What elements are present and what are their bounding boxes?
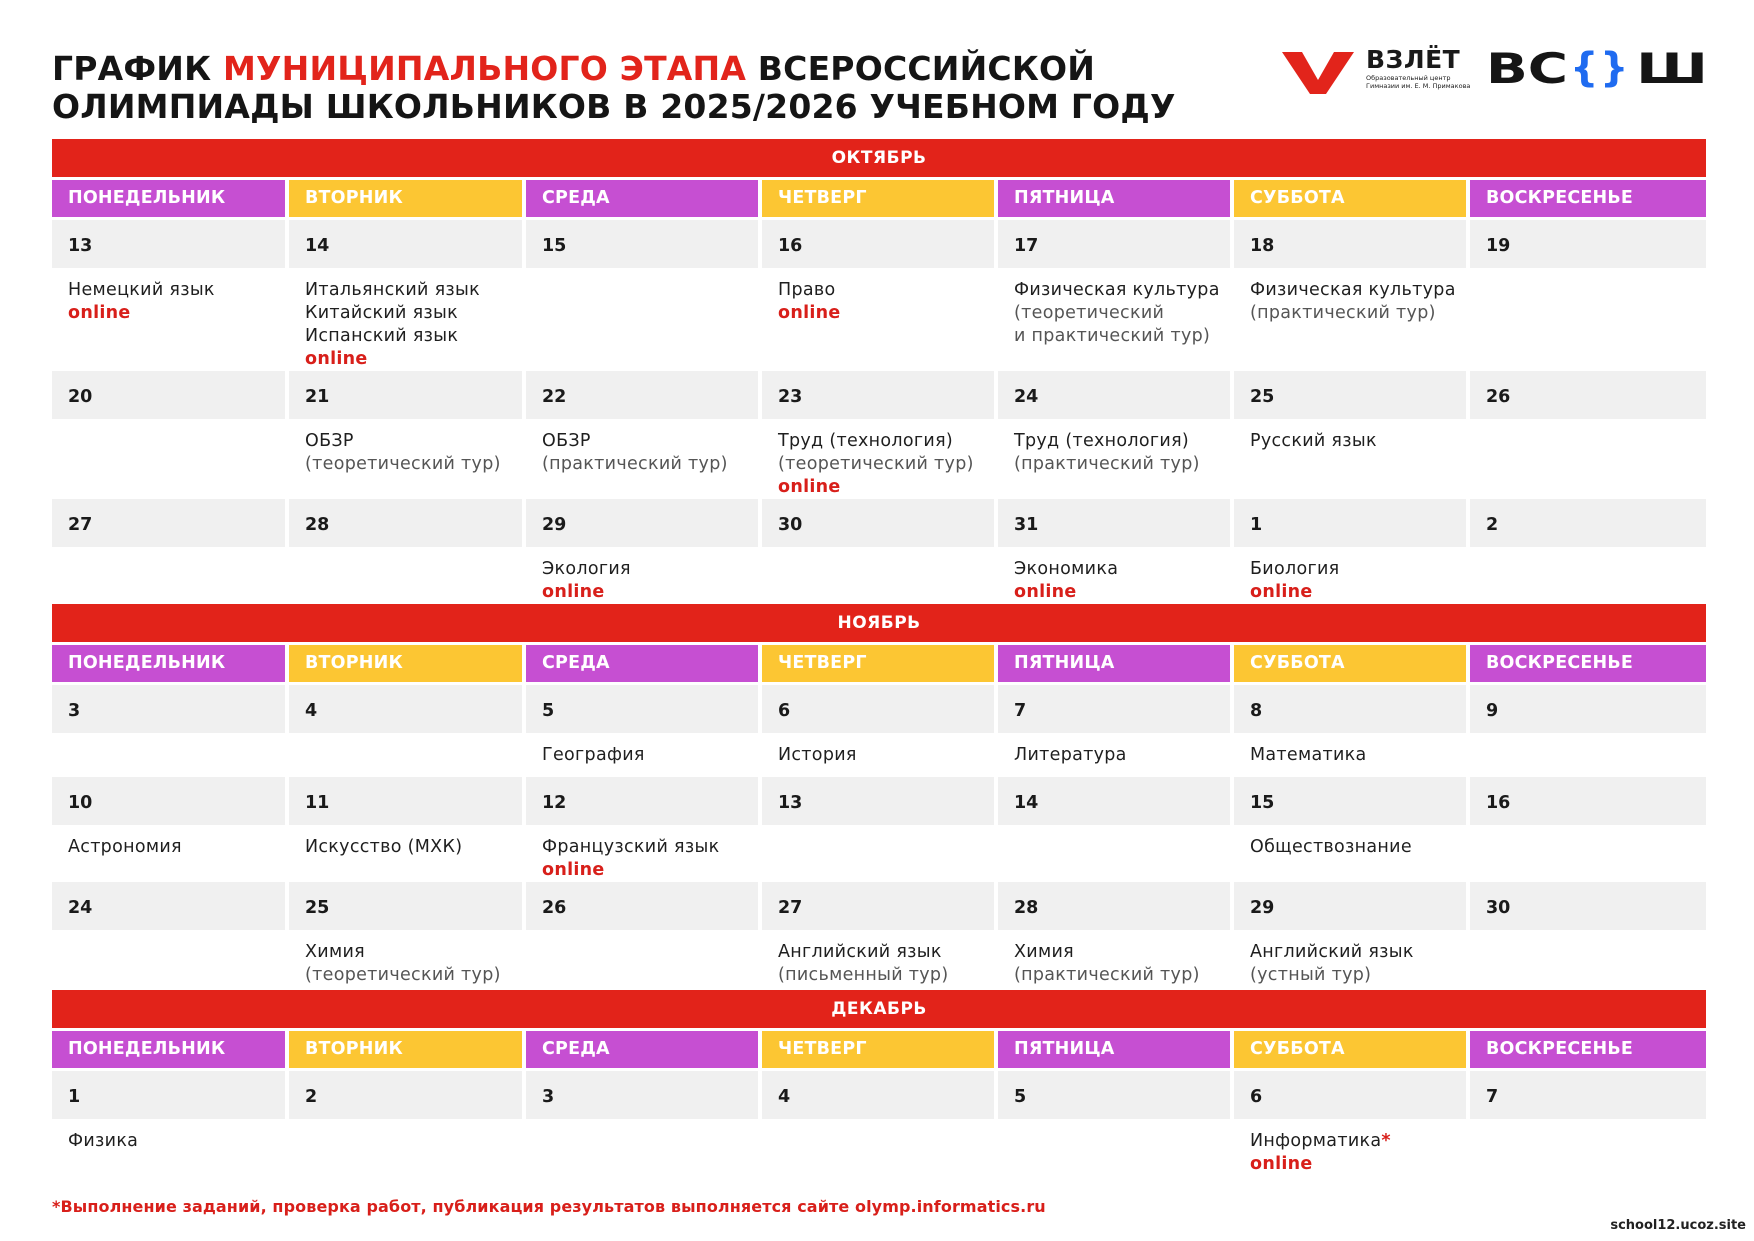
subject-name <box>1250 836 1466 859</box>
round-note: (теоретический тур) <box>305 454 501 474</box>
subject-text: История <box>778 745 857 765</box>
subject-name <box>1014 558 1230 581</box>
event-cell <box>52 1119 289 1176</box>
month-title: ДЕКАБРЬ <box>52 990 1706 1031</box>
subject-name <box>1250 430 1466 453</box>
subject-name <box>1250 279 1466 302</box>
title-part-4: ОЛИМПИАДЫ ШКОЛЬНИКОВ В 2025/2026 УЧЕБНОМ ГОДУ <box>52 87 1176 126</box>
online-badge: online <box>1250 1154 1313 1174</box>
event-cell <box>52 547 289 604</box>
subject-text: Физика <box>68 1131 139 1151</box>
vsosh-brace-left: { <box>1570 45 1599 89</box>
date-cell: 31 <box>998 499 1234 547</box>
subject-text: Экономика <box>1014 559 1119 579</box>
weekday-header: ПЯТНИЦА <box>998 645 1234 685</box>
event-row <box>52 930 1706 990</box>
event-cell <box>762 733 998 777</box>
event-cell <box>526 268 762 371</box>
month-title: ОКТЯБРЬ <box>52 139 1706 180</box>
subject-text: Английский язык <box>778 942 942 962</box>
date-cell: 14 <box>289 220 526 268</box>
subject-text: Итальянский язык <box>305 280 480 300</box>
date-cell: 24 <box>52 882 289 930</box>
date-cell: 18 <box>1234 220 1470 268</box>
month-row <box>52 990 1706 1031</box>
round-note: (практический тур) <box>1250 303 1436 323</box>
date-cell: 30 <box>762 499 998 547</box>
subject-text: Искусство (МХК) <box>305 837 463 857</box>
subject-name <box>1250 1130 1466 1153</box>
event-cell <box>1470 419 1706 499</box>
date-cell: 10 <box>52 777 289 825</box>
vsosh-left: ВС <box>1486 45 1568 89</box>
subject-text: Физическая культура <box>1014 280 1220 300</box>
event-cell <box>289 733 526 777</box>
subject-name <box>778 744 994 767</box>
event-row <box>52 419 1706 499</box>
event-cell <box>1234 733 1470 777</box>
subject-name <box>542 836 758 859</box>
subject-name <box>778 279 994 302</box>
event-row <box>52 547 1706 604</box>
weekday-header: СРЕДА <box>526 1031 762 1071</box>
subject-text: Английский язык <box>1250 942 1414 962</box>
round-note: (теоретический <box>1014 303 1165 323</box>
date-cell: 26 <box>526 882 762 930</box>
date-cell: 6 <box>1234 1071 1470 1119</box>
date-cell: 25 <box>1234 371 1470 419</box>
event-cell <box>289 547 526 604</box>
weekday-header: ПЯТНИЦА <box>998 1031 1234 1071</box>
date-cell: 15 <box>1234 777 1470 825</box>
round-note: (устный тур) <box>1250 965 1372 985</box>
date-cell: 26 <box>1470 371 1706 419</box>
event-row <box>52 1119 1706 1176</box>
month-row <box>52 139 1706 180</box>
event-cell <box>526 930 762 990</box>
weekday-header: СРЕДА <box>526 180 762 220</box>
online-badge: online <box>68 303 131 323</box>
event-cell <box>762 268 998 371</box>
weekday-header: ЧЕТВЕРГ <box>762 1031 998 1071</box>
subject-text: Право <box>778 280 836 300</box>
date-cell: 4 <box>762 1071 998 1119</box>
date-cell: 25 <box>289 882 526 930</box>
subject-name <box>1250 558 1466 581</box>
event-cell <box>1470 825 1706 882</box>
event-cell <box>289 930 526 990</box>
event-cell <box>1234 930 1470 990</box>
subject-name <box>1014 941 1230 964</box>
weekday-header: ВТОРНИК <box>289 1031 526 1071</box>
event-cell <box>762 825 998 882</box>
event-cell <box>1470 930 1706 990</box>
event-row <box>52 733 1706 777</box>
event-cell <box>1470 1119 1706 1176</box>
date-row <box>52 220 1706 268</box>
weekday-header: ВТОРНИК <box>289 180 526 220</box>
event-cell <box>52 930 289 990</box>
date-row <box>52 499 1706 547</box>
subject-name <box>1014 744 1230 767</box>
subject-name <box>305 279 522 302</box>
weekday-header: СУББОТА <box>1234 180 1470 220</box>
page-title <box>52 50 1176 126</box>
date-cell: 1 <box>1234 499 1470 547</box>
date-cell: 2 <box>1470 499 1706 547</box>
subject-name <box>305 302 522 325</box>
subject-name <box>68 279 285 302</box>
date-cell: 29 <box>1234 882 1470 930</box>
calendar-table <box>52 139 1706 1176</box>
weekday-header: СУББОТА <box>1234 645 1470 685</box>
subject-name <box>305 941 522 964</box>
date-cell: 13 <box>52 220 289 268</box>
date-cell: 30 <box>1470 882 1706 930</box>
date-cell: 6 <box>762 685 998 733</box>
subject-text: Французский язык <box>542 837 720 857</box>
date-cell: 24 <box>998 371 1234 419</box>
date-cell: 17 <box>998 220 1234 268</box>
round-note: (практический тур) <box>1014 454 1200 474</box>
subject-name <box>305 325 522 348</box>
month-title: НОЯБРЬ <box>52 604 1706 645</box>
subject-name <box>1250 744 1466 767</box>
title-part-1: ГРАФИК <box>52 49 223 88</box>
date-cell: 14 <box>998 777 1234 825</box>
date-cell: 3 <box>526 1071 762 1119</box>
date-row <box>52 371 1706 419</box>
weekday-header: СРЕДА <box>526 645 762 685</box>
subject-text: Химия <box>1014 942 1074 962</box>
title-part-3: ВСЕРОССИЙСКОЙ <box>746 49 1096 88</box>
event-cell <box>289 268 526 371</box>
subject-text: Испанский язык <box>305 326 459 346</box>
subject-text: Информатика <box>1250 1131 1382 1151</box>
date-cell: 23 <box>762 371 998 419</box>
subject-text: Обществознание <box>1250 837 1412 857</box>
date-cell: 27 <box>762 882 998 930</box>
event-cell <box>998 930 1234 990</box>
vsosh-brace-right: } <box>1600 45 1629 89</box>
date-cell: 5 <box>998 1071 1234 1119</box>
event-cell <box>998 419 1234 499</box>
event-cell <box>52 825 289 882</box>
event-cell <box>289 419 526 499</box>
date-cell: 1 <box>52 1071 289 1119</box>
event-cell <box>998 1119 1234 1176</box>
subject-text: Экология <box>542 559 631 579</box>
subject-name <box>305 836 522 859</box>
online-badge: online <box>542 582 605 602</box>
weekday-header: ПОНЕДЕЛЬНИК <box>52 180 289 220</box>
event-cell <box>1234 419 1470 499</box>
round-note: (теоретический тур) <box>778 454 974 474</box>
subject-text: Биология <box>1250 559 1340 579</box>
title-accent: МУНИЦИПАЛЬНОГО ЭТАПА <box>222 49 747 88</box>
event-row <box>52 825 1706 882</box>
vzlet-subtitle-2: Гимназии им. Е. М. Примакова <box>1366 82 1471 90</box>
weekday-header: ВТОРНИК <box>289 645 526 685</box>
subject-text: Астрономия <box>68 837 182 857</box>
subject-text: Труд (технология) <box>1014 431 1190 451</box>
event-cell <box>998 268 1234 371</box>
weekday-header: ЧЕТВЕРГ <box>762 180 998 220</box>
round-note: (практический тур) <box>542 454 728 474</box>
subject-text: Химия <box>305 942 365 962</box>
event-cell <box>1234 268 1470 371</box>
date-row <box>52 882 1706 930</box>
weekday-header: ВОСКРЕСЕНЬЕ <box>1470 645 1706 685</box>
event-cell <box>1470 268 1706 371</box>
event-cell <box>762 419 998 499</box>
round-note: (письменный тур) <box>778 965 949 985</box>
event-cell <box>52 733 289 777</box>
date-cell: 7 <box>998 685 1234 733</box>
month-row <box>52 604 1706 645</box>
subject-text: ОБЗР <box>305 431 354 451</box>
event-cell <box>52 268 289 371</box>
date-cell: 7 <box>1470 1071 1706 1119</box>
event-cell <box>526 733 762 777</box>
date-row <box>52 1071 1706 1119</box>
online-badge: online <box>542 860 605 880</box>
subject-name <box>305 430 522 453</box>
subject-name <box>778 430 994 453</box>
event-row <box>52 268 1706 371</box>
round-note: и практический тур) <box>1014 326 1211 346</box>
event-cell <box>1470 547 1706 604</box>
subject-name <box>1250 941 1466 964</box>
date-cell: 28 <box>289 499 526 547</box>
date-cell: 19 <box>1470 220 1706 268</box>
date-cell: 16 <box>762 220 998 268</box>
weekday-header: ПОНЕДЕЛЬНИК <box>52 1031 289 1071</box>
date-cell: 2 <box>289 1071 526 1119</box>
event-cell <box>1234 1119 1470 1176</box>
date-cell: 5 <box>526 685 762 733</box>
date-cell: 28 <box>998 882 1234 930</box>
date-cell: 8 <box>1234 685 1470 733</box>
weekday-header: ВОСКРЕСЕНЬЕ <box>1470 1031 1706 1071</box>
event-cell <box>998 733 1234 777</box>
subject-name <box>1014 279 1230 302</box>
date-cell: 11 <box>289 777 526 825</box>
date-cell: 3 <box>52 685 289 733</box>
watermark: school12.ucoz.site <box>1610 1218 1746 1233</box>
date-cell: 9 <box>1470 685 1706 733</box>
subject-name <box>542 744 758 767</box>
event-cell <box>289 825 526 882</box>
date-cell: 27 <box>52 499 289 547</box>
event-cell <box>998 547 1234 604</box>
date-cell: 13 <box>762 777 998 825</box>
weekday-header: ЧЕТВЕРГ <box>762 645 998 685</box>
date-cell: 12 <box>526 777 762 825</box>
online-badge: online <box>778 303 841 323</box>
subject-name <box>542 558 758 581</box>
weekday-header-row <box>52 180 1706 220</box>
footnote: *Выполнение заданий, проверка работ, публикация результатов выполняется сайте olymp.informatics.ru <box>52 1197 1046 1216</box>
subject-name <box>1014 430 1230 453</box>
subject-name <box>542 430 758 453</box>
logos <box>1282 46 1712 96</box>
event-cell <box>762 547 998 604</box>
event-cell <box>762 1119 998 1176</box>
date-cell: 29 <box>526 499 762 547</box>
vzlet-check-logo <box>1282 50 1354 94</box>
vzlet-subtitle-1: Образовательный центр <box>1366 74 1451 82</box>
event-cell <box>1234 547 1470 604</box>
date-cell: 4 <box>289 685 526 733</box>
weekday-header: СУББОТА <box>1234 1031 1470 1071</box>
online-badge: online <box>778 477 841 497</box>
event-cell <box>1470 733 1706 777</box>
subject-text: Китайский язык <box>305 303 459 323</box>
weekday-header: ПОНЕДЕЛЬНИК <box>52 645 289 685</box>
date-cell: 21 <box>289 371 526 419</box>
subject-text: География <box>542 745 645 765</box>
subject-text: Русский язык <box>1250 431 1377 451</box>
subject-text: Литература <box>1014 745 1127 765</box>
subject-text: Математика <box>1250 745 1367 765</box>
weekday-header-row <box>52 1031 1706 1071</box>
vzlet-word: ВЗЛЁТ <box>1366 45 1461 74</box>
date-cell: 22 <box>526 371 762 419</box>
vsosh-logo <box>1486 45 1712 89</box>
subject-text: Труд (технология) <box>778 431 954 451</box>
online-badge: online <box>1014 582 1077 602</box>
subject-name <box>778 941 994 964</box>
vzlet-logo <box>1366 46 1481 90</box>
subject-name <box>68 836 285 859</box>
subject-text: ОБЗР <box>542 431 591 451</box>
footnote-asterisk: * <box>1381 1131 1391 1151</box>
weekday-header-row <box>52 645 1706 685</box>
online-badge: online <box>305 349 368 369</box>
online-badge: online <box>1250 582 1313 602</box>
event-cell <box>289 1119 526 1176</box>
event-cell <box>526 1119 762 1176</box>
event-cell <box>526 419 762 499</box>
event-cell <box>526 825 762 882</box>
date-row <box>52 685 1706 733</box>
weekday-header: ВОСКРЕСЕНЬЕ <box>1470 180 1706 220</box>
round-note: (теоретический тур) <box>305 965 501 985</box>
vsosh-right: Ш <box>1636 45 1708 89</box>
round-note: (практический тур) <box>1014 965 1200 985</box>
date-cell: 15 <box>526 220 762 268</box>
subject-name <box>68 1130 285 1153</box>
event-cell <box>762 930 998 990</box>
date-cell: 20 <box>52 371 289 419</box>
event-cell <box>52 419 289 499</box>
event-cell <box>998 825 1234 882</box>
weekday-header: ПЯТНИЦА <box>998 180 1234 220</box>
subject-text: Физическая культура <box>1250 280 1456 300</box>
event-cell <box>526 547 762 604</box>
calendar-body <box>52 139 1706 1176</box>
event-cell <box>1234 825 1470 882</box>
date-row <box>52 777 1706 825</box>
date-cell: 16 <box>1470 777 1706 825</box>
subject-text: Немецкий язык <box>68 280 215 300</box>
